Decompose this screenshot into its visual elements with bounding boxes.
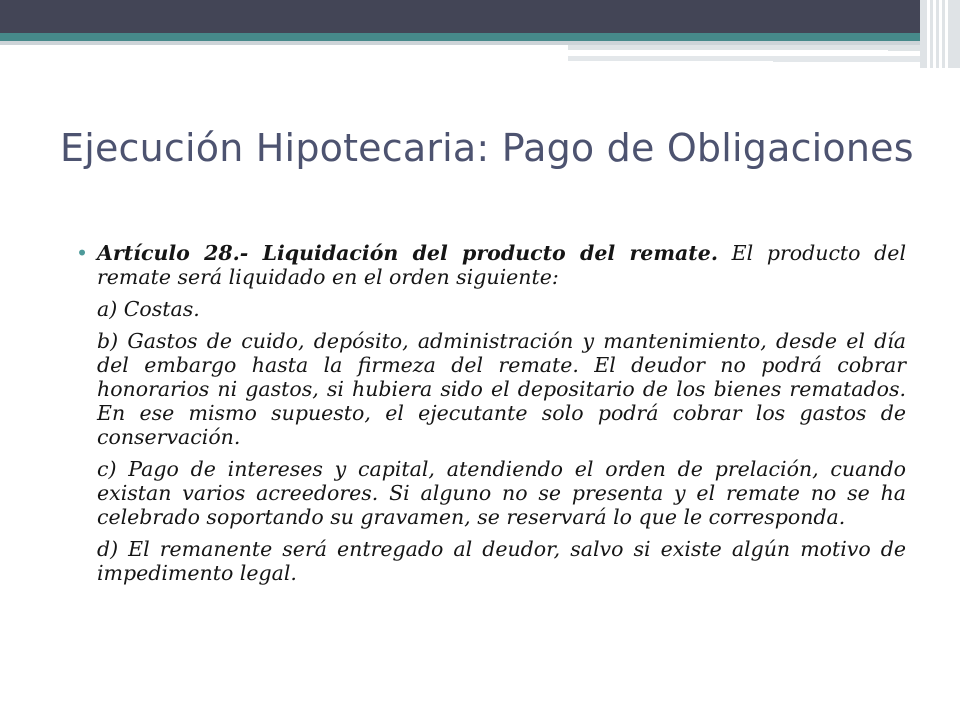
header-decor-bar xyxy=(933,0,936,68)
bullet-paragraph xyxy=(76,241,906,289)
header-decor-bar xyxy=(945,0,948,68)
item-a: a) Costas. xyxy=(97,297,200,321)
article-intro xyxy=(97,241,906,289)
item-b: b) Gastos de cuido, depósito, administración y mantenimiento, desde el día del embargo hasta la firmeza del remate. El deudor no podrá cobrar honorarios ni gastos, si hubiera sido el depositario de los bienes rematados. En ese mismo supuesto, el ejecutante solo podrá cobrar los gastos de conservación. xyxy=(97,329,906,449)
header-right-decor xyxy=(920,0,960,68)
item-c: c) Pago de intereses y capital, atendiendo el orden de prelación, cuando existan varios acreedores. Si alguno no se presenta y el remate no se ha celebrado soportando su gravamen, se reservará lo que le corresponda. xyxy=(97,457,906,529)
item-d: d) El remanente será entregado al deudor, salvo si existe algún motivo de impedimento legal. xyxy=(97,537,906,585)
slide-title: Ejecución Hipotecaria: Pago de Obligaciones xyxy=(60,126,914,170)
header-decor-bar xyxy=(939,0,942,68)
header-decor-bar xyxy=(927,0,930,68)
article-intro-text: El producto del remate será liquidado en el orden siguiente: xyxy=(97,241,906,289)
header-decor-line xyxy=(568,50,888,52)
bullet-icon: • xyxy=(76,241,89,265)
header-dark-band xyxy=(0,0,960,33)
article-heading: Artículo 28.- Liquidación del producto del remate. xyxy=(97,241,718,265)
header-decor-line xyxy=(568,61,773,63)
header-teal-band xyxy=(0,33,960,41)
slide-body xyxy=(76,241,906,585)
